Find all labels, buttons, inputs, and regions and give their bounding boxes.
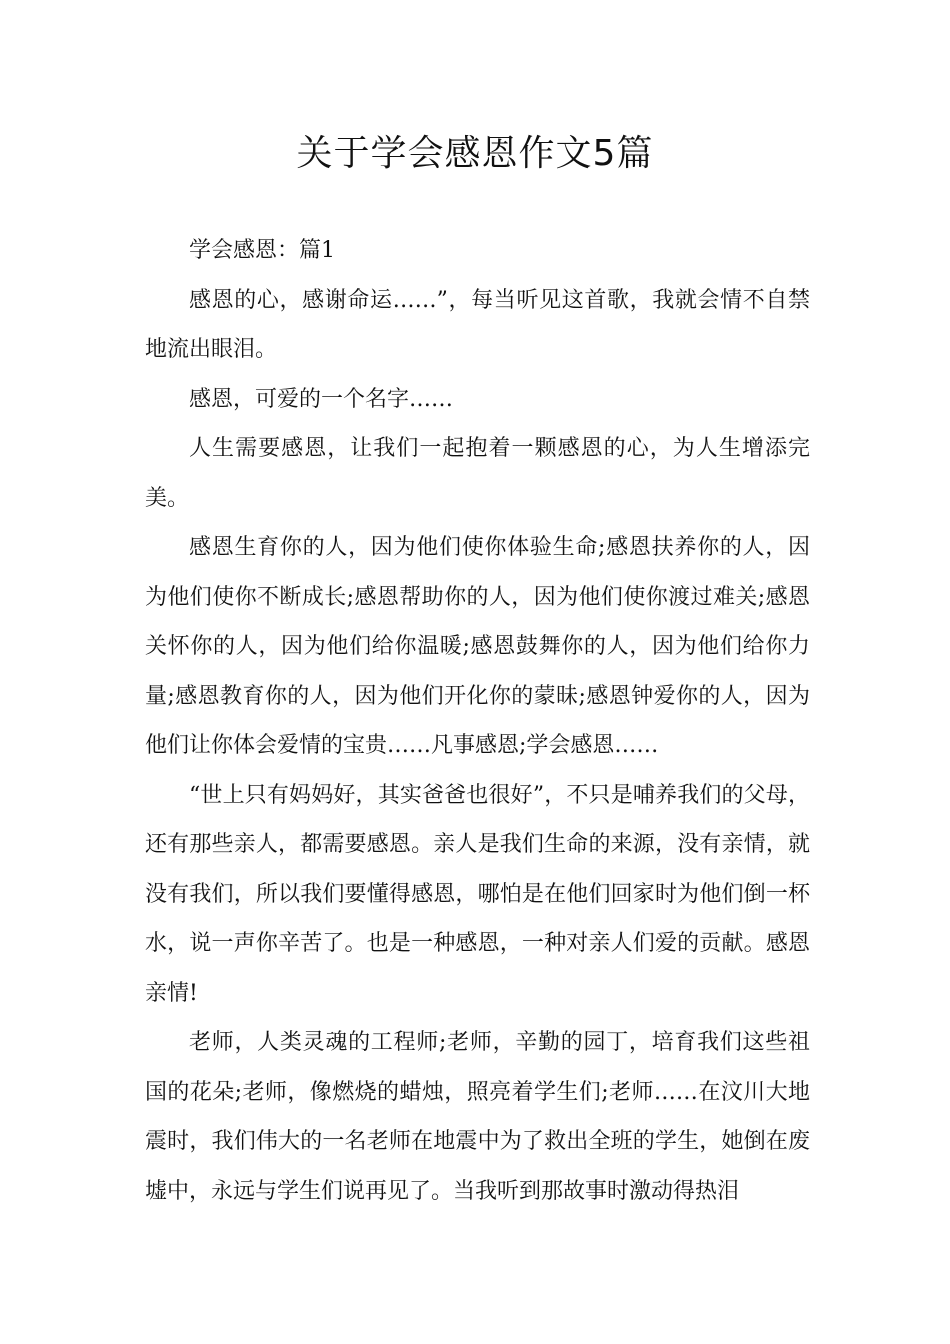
paragraph: 感恩的心，感谢命运……”，每当听见这首歌，我就会情不自禁地流出眼泪。	[145, 287, 810, 362]
paragraph-section-heading: 学会感恩：篇1	[189, 238, 335, 263]
paragraph: “世上只有妈妈好，其实爸爸也很好”，不只是哺养我们的父母，还有那些亲人，都需要感恩。亲人是我们生命的来源，没有亲情，就没有我们，所以我们要懂得感恩，哪怕是在他们回家时为他们倒一杯水，说一声你辛苦了。也是一种感恩，一种对亲人们爱的贡献。感恩亲情!	[145, 782, 810, 1006]
paragraph: 感恩生育你的人，因为他们使你体验生命;感恩扶养你的人，因为他们使你不断成长;感恩帮助你的人，因为他们使你渡过难关;感恩关怀你的人，因为他们给你温暖;感恩鼓舞你的人，因为他们给你力量;感恩教育你的人，因为他们开化你的蒙昧;感恩钟爱你的人，因为他们让你体会爱情的宝贵……凡事感恩;学会感恩……	[145, 535, 810, 758]
document-body	[145, 226, 810, 1216]
paragraph: 人生需要感恩，让我们一起抱着一颗感恩的心，为人生增添完美。	[145, 436, 810, 511]
paragraph: 老师，人类灵魂的工程师;老师，辛勤的园丁，培育我们这些祖国的花朵;老师，像燃烧的蜡烛，照亮着学生们;老师……在汶川大地震时，我们伟大的一名老师在地震中为了救出全班的学生，她倒在废墟中，永远与学生们说再见了。当我听到那故事时激动得热泪	[145, 1030, 810, 1204]
paragraph: 感恩，可爱的一个名字……	[189, 386, 454, 412]
document-title: 关于学会感恩作文5篇	[296, 133, 654, 174]
